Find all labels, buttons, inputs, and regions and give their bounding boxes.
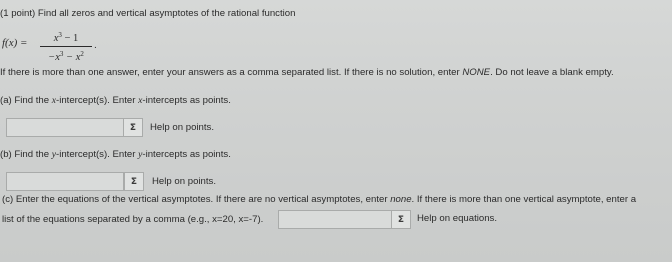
part-c-prompt-line2: list of the equations separated by a comma (e.g., x=20, x=-7). <box>2 214 264 225</box>
denominator: $-x^3 - x^2$ <box>48 50 84 63</box>
part-a-help-link[interactable]: Help on points. <box>150 122 214 133</box>
instructions-note: If there is more than one answer, enter your answers as a comma separated list. If there is no solution, enter NONE. Do not leave a blank empty. <box>0 67 614 78</box>
part-c-answer-input[interactable] <box>278 210 392 229</box>
part-a-answer-input[interactable] <box>6 118 124 137</box>
sigma-icon: Σ <box>397 214 405 225</box>
function-lhs: f(x) = <box>2 37 28 49</box>
function-fraction <box>38 29 94 64</box>
part-b-answer-input[interactable] <box>6 172 124 191</box>
part-c-help-link[interactable]: Help on equations. <box>417 213 498 224</box>
part-a-sigma-button[interactable] <box>123 118 143 137</box>
none-keyword: NONE <box>462 67 491 78</box>
sigma-icon: Σ <box>129 122 137 133</box>
sigma-icon: Σ <box>130 176 138 187</box>
part-a-prompt: (a) Find the x-intercept(s). Enter x-intercepts as points. <box>0 95 231 106</box>
fraction-bar <box>40 46 92 47</box>
part-c-sigma-button[interactable] <box>391 210 411 229</box>
numerator: $x^3 - 1$ <box>53 31 79 44</box>
none-keyword-lower: none <box>390 194 412 205</box>
part-b-sigma-button[interactable] <box>124 172 144 191</box>
point-value: (1 point) <box>0 8 38 19</box>
part-b-prompt: (b) Find the y-intercept(s). Enter y-intercepts as points. <box>0 149 231 160</box>
problem-header <box>0 8 295 20</box>
function-period: . <box>94 40 97 51</box>
problem-instruction: Find all zeros and vertical asymptotes of the rational function <box>37 8 296 19</box>
part-c-prompt-line1: (c) Enter the equations of the vertical asymptotes. If there are no vertical asymptotes, enter none. If there is more than one vertical asymptote, enter a <box>2 194 637 205</box>
part-b-help-link[interactable]: Help on points. <box>152 176 216 187</box>
